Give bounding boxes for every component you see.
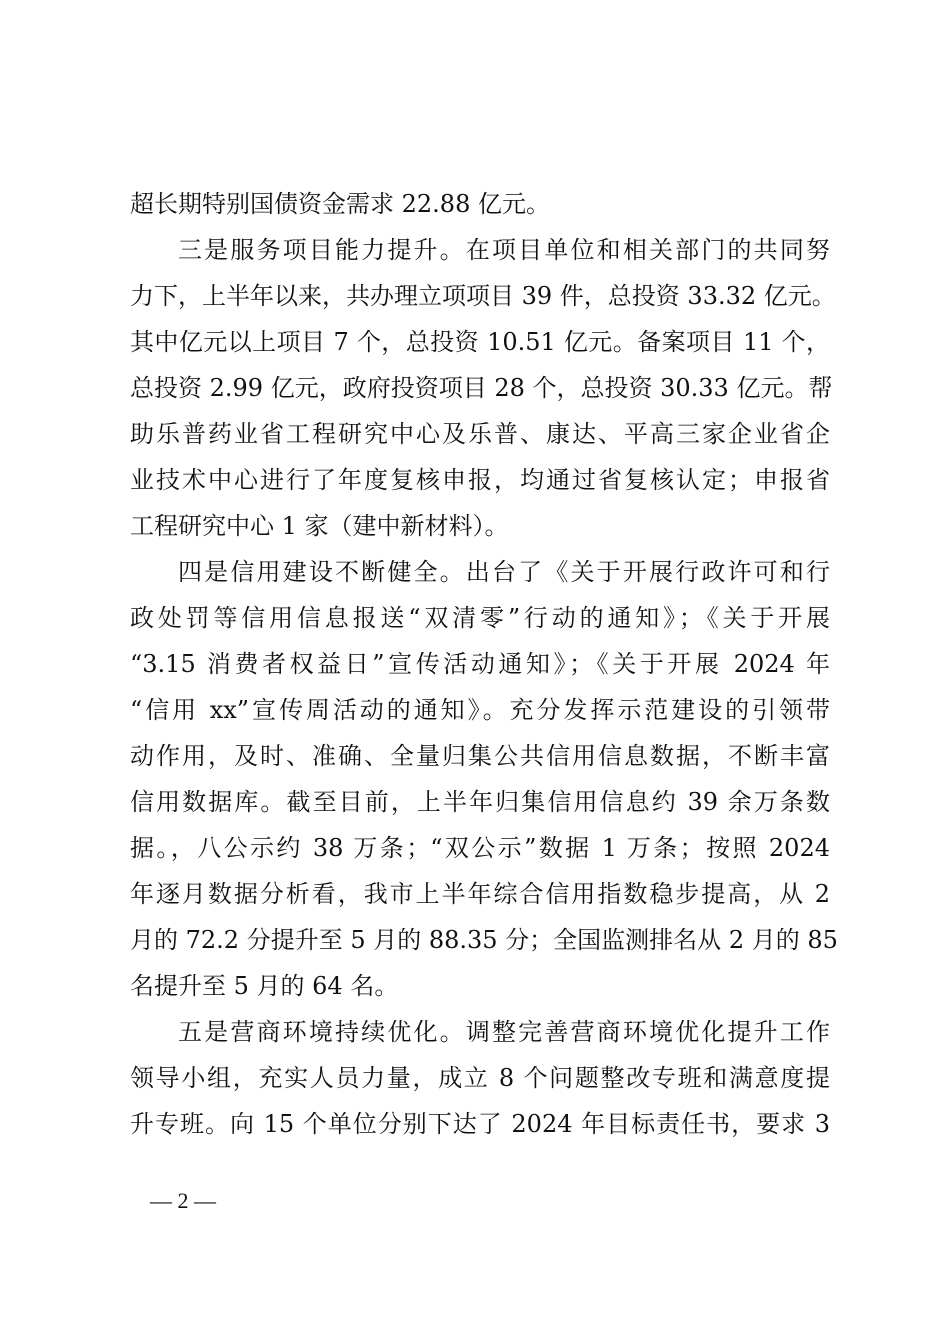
page-number: — 2 — bbox=[150, 1188, 216, 1213]
text-line: 力下，上半年以来，共办理立项项目 39 件，总投资 33.32 亿元。 bbox=[130, 282, 836, 310]
text-line: “信用 xx”宣传周活动的通知》。充分发挥示范建设的引领带 bbox=[130, 696, 830, 724]
text-line: 升专班。向 15 个单位分别下达了 2024 年目标责任书，要求 3 bbox=[130, 1110, 830, 1138]
text-line: 据。，八公示约 38 万条；“双公示”数据 1 万条；按照 2024 bbox=[130, 834, 830, 862]
text-line: 超长期特别国债资金需求 22.88 亿元。 bbox=[130, 190, 550, 218]
text-line: 总投资 2.99 亿元，政府投资项目 28 个，总投资 30.33 亿元。帮 bbox=[130, 374, 833, 402]
paragraph-heading-line: 五是营商环境持续优化。调整完善营商环境优化提升工作 bbox=[178, 1018, 830, 1046]
text-line: 动作用，及时、准确、全量归集公共信用信息数据，不断丰富 bbox=[130, 742, 830, 770]
paragraph-heading-line: 四是信用建设不断健全。出台了《关于开展行政许可和行 bbox=[178, 558, 830, 586]
text-line: 领导小组，充实人员力量，成立 8 个问题整改专班和满意度提 bbox=[130, 1064, 830, 1092]
text-line: 助乐普药业省工程研究中心及乐普、康达、平高三家企业省企 bbox=[130, 420, 830, 448]
paragraph-heading-line: 三是服务项目能力提升。在项目单位和相关部门的共同努 bbox=[178, 236, 830, 264]
text-line: 业技术中心进行了年度复核申报，均通过省复核认定；申报省 bbox=[130, 466, 830, 494]
text-line: 信用数据库。截至目前，上半年归集信用信息约 39 余万条数 bbox=[130, 788, 830, 816]
text-line: 政处罚等信用信息报送“双清零”行动的通知》；《关于开展 bbox=[130, 604, 830, 632]
text-line: 其中亿元以上项目 7 个，总投资 10.51 亿元。备案项目 11 个， bbox=[130, 328, 830, 356]
text-line: 月的 72.2 分提升至 5 月的 88.35 分；全国监测排名从 2 月的 85 bbox=[130, 926, 838, 954]
text-line: 名提升至 5 月的 64 名。 bbox=[130, 972, 399, 1000]
text-line: “3.15 消费者权益日”宣传活动通知》；《关于开展 2024 年 bbox=[130, 650, 830, 678]
text-line: 年逐月数据分析看，我市上半年综合信用指数稳步提高，从 2 bbox=[130, 880, 830, 908]
text-line: 工程研究中心 1 家（建中新材料）。 bbox=[130, 512, 509, 540]
